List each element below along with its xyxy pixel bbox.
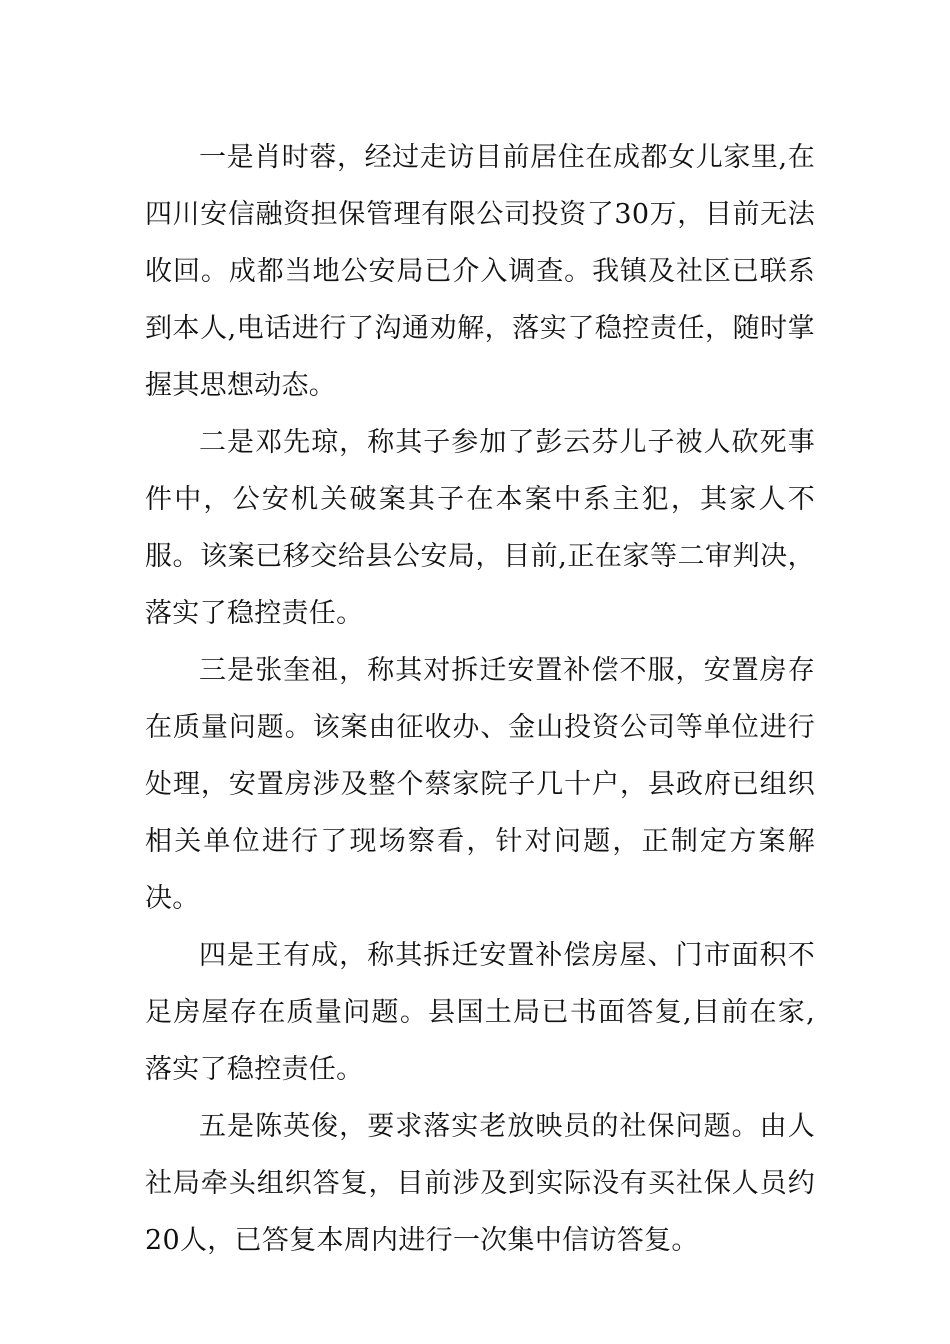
paragraph-1: 一是肖时蓉，经过走访目前居住在成都女儿家里,在四川安信融资担保管理有限公司投资了30万，目前无法收回。成都当地公安局已介入调查。我镇及社区已联系到本人,电话进行了沟通劝解，落实了稳控责任，随时掌握其思想动态。 (145, 142, 815, 401)
paragraph-3: 三是张奎祖，称其对拆迁安置补偿不服，安置房存在质量问题。该案由征收办、金山投资公司等单位进行处理，安置房涉及整个蔡家院子几十户，县政府已组织相关单位进行了现场察看，针对问题，正制定方案解决。 (145, 655, 815, 914)
document-body (145, 129, 815, 1269)
paragraph-5: 五是陈英俊，要求落实老放映员的社保问题。由人社局牵头组织答复，目前涉及到实际没有买社保人员约20人，已答复本周内进行一次集中信访答复。 (145, 1111, 815, 1256)
paragraph-4: 四是王有成，称其拆迁安置补偿房屋、门市面积不足房屋存在质量问题。县国土局已书面答复,目前在家,落实了稳控责任。 (145, 940, 815, 1085)
paragraph-2: 二是邓先琼，称其子参加了彭云芬儿子被人砍死事件中，公安机关破案其子在本案中系主犯，其家人不服。该案已移交给县公安局，目前,正在家等二审判决，落实了稳控责任。 (145, 427, 815, 629)
